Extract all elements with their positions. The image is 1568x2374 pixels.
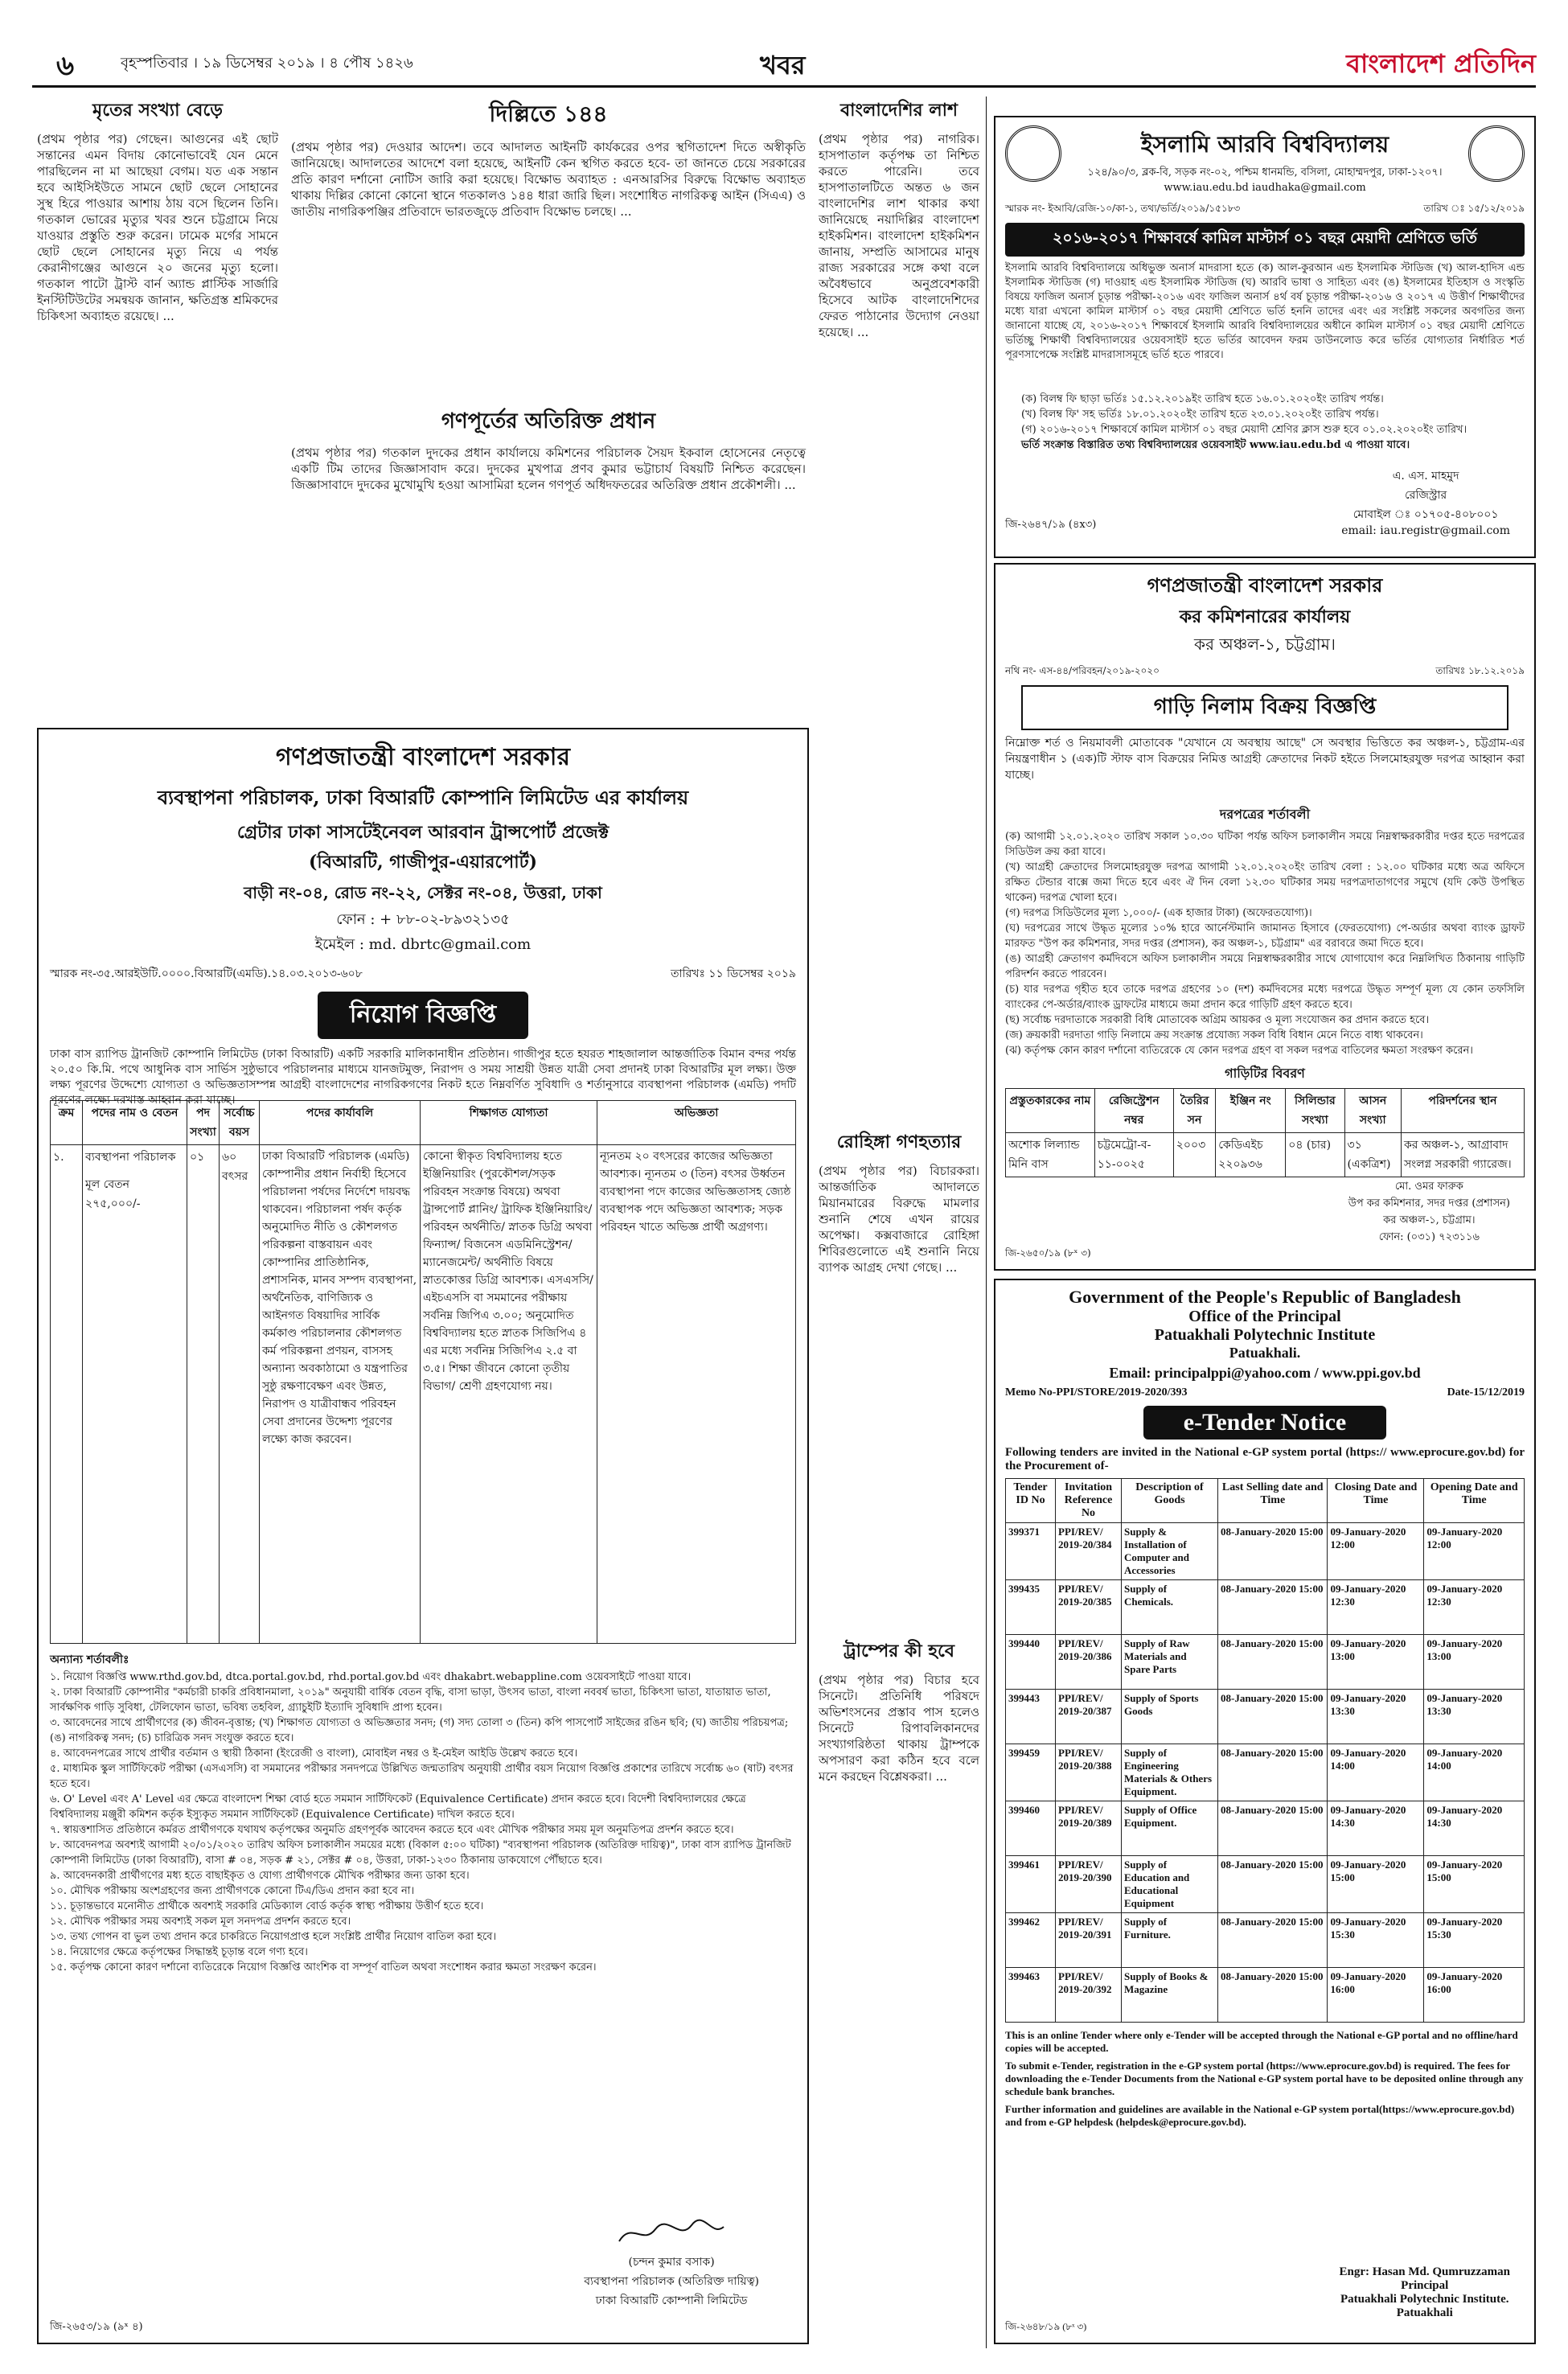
- table-cell: PPI/REV/ 2019-20/390: [1056, 1856, 1122, 1913]
- signer-org: ঢাকা বিআরটি কোম্পানী লিমিটেড: [595, 2294, 748, 2307]
- rule-item: (ছ) সর্বোচ্চ দরদাতাকে সরকারী বিধি মোতাবেক অগ্রিম আয়কর ও মূল্য সংযোজন কর প্রদান করতে হবে।: [1005, 1014, 1430, 1026]
- table-header: পরিদর্শনের স্থান: [1401, 1089, 1524, 1133]
- table-header: পদের নাম ও বেতন: [83, 1101, 187, 1145]
- article-body: (প্রথম পৃষ্ঠার পর) বিচার হবে সিনেটে। প্রতিনিধি পরিষদে অভিশংসনের প্রস্তাব পাস হলেও সিনেটে রিপাবলিকানদের সংখ্যাগরিষ্ঠতা থাকায় ট্রাম্পকে অপসারণ করা কঠিন হবে বলে মনে করছেন বিশ্লেষকরা। ...: [819, 1673, 979, 1784]
- table-cell: 399463: [1006, 1968, 1056, 2023]
- signer-title: রেজিস্ট্রার: [1404, 489, 1447, 502]
- admission-banner: ২০১৬-২০১৭ শিক্ষাবর্ষে কামিল মাস্টার্স ০১ বছর মেয়াদী শ্রেণিতে ভর্তি: [1005, 223, 1525, 257]
- table-cell: PPI/REV/ 2019-20/389: [1056, 1801, 1122, 1856]
- condition-item: ৬. O' Level এবং A' Level এর ক্ষেত্রে বাংলাদেশ শিক্ষা বোর্ড হতে সমমান সার্টিফিকেট (Equivalence Certificate) প্রদান করতে হবে। বিদেশী বিশ্ববিদ্যালয়ের ক্ষেত্রে বিশ্ববিদ্যালয় মঞ্জুরী কমিশন কর্তৃক ইস্যুকৃত সমমান সার্টিফিকেট (Equivalence Certificate) দাখিল করতে হবে।: [50, 1793, 746, 1821]
- article-title: গণপূর্তের অতিরিক্ত প্রধান: [441, 409, 656, 433]
- rule-item: (গ) দরপত্র সিডিউলের মূল্য ১,০০০/- (এক হাজার টাকা) (অফেরতযোগ্য)।: [1005, 907, 1312, 919]
- table-header-row: [1006, 1089, 1525, 1133]
- table-cell: Supply of Chemicals.: [1122, 1580, 1218, 1635]
- signer-phone: ফোন: (০৩১) ৭২৩১১৬: [1378, 1231, 1480, 1243]
- table-cell: Supply of Sports Goods: [1122, 1690, 1218, 1744]
- university-title: ইসলামি আরবি বিশ্ববিদ্যালয়: [1140, 131, 1389, 158]
- table-cell: 399462: [1006, 1913, 1056, 1968]
- table-cell: 399371: [1006, 1523, 1056, 1580]
- signature-block: [1348, 1179, 1510, 1247]
- rule-item: (ঙ) আগ্রহী ক্রেতাগণ কর্মদিবসে অফিস চলাকালীন সময়ে নিম্নস্বাক্ষরকারীর সাথে যোগাযোগ করে নিম্নলিখিত ঠিকানায় গাড়িটি পরিদর্শন করতে পারবেন।: [1005, 953, 1525, 980]
- table-cell: 09-January-2020 14:30: [1424, 1801, 1525, 1856]
- condition-item: ৭. স্বায়ত্তশাসিত প্রতিষ্ঠানে কর্মরত প্রার্থীগণকে যথাযথ কর্তৃপক্ষের অনুমতি গ্রহণপূর্বক আবেদন করতে হবে এবং মৌখিক পরীক্ষার সময় মূল অনুমতিপত্র প্রদর্শন করতে হবে।: [50, 1824, 734, 1836]
- table-header: ইঞ্জিন নং: [1216, 1089, 1286, 1133]
- table-cell: PPI/REV/ 2019-20/384: [1056, 1523, 1122, 1580]
- notice-project: গ্রেটার ঢাকা সাসটেইনেবল আরবান ট্রান্সপোর্ট প্রজেক্ট: [236, 822, 610, 843]
- tender-rows: [1006, 1523, 1525, 2023]
- table-header: পদ সংখ্যা: [187, 1101, 220, 1145]
- vehicle-table: [1005, 1088, 1525, 1177]
- table-cell: PPI/REV/ 2019-20/385: [1056, 1580, 1122, 1635]
- table-cell: Supply of Engineering Materials & Others Equipment.: [1122, 1744, 1218, 1801]
- condition-item: ১৩. তথ্য গোপন বা ভুল তথ্য প্রদান করে চাকরিতে নিয়োগপ্রাপ্ত হলে সংশ্লিষ্ট প্রার্থীর নিয়োগ বাতিল করা হবে।: [50, 1931, 497, 1943]
- table-cell: 399461: [1006, 1856, 1056, 1913]
- memo-line: [1005, 664, 1525, 680]
- table-cell: Supply of Office Equipment.: [1122, 1801, 1218, 1856]
- table-header-row: [1006, 1479, 1525, 1523]
- table-header: Opening Date and Time: [1424, 1479, 1525, 1523]
- ad-reference: জি-২৬৫৩/১৯ (৯ˣ ৪): [50, 2321, 143, 2333]
- university-notice: [994, 116, 1536, 558]
- rule-item: (ঘ) দরপত্রের সাথে উদ্ধৃত মূল্যের ১০% হারে আর্নেস্টমানি জামানত হিসাবে (ফেরতযোগ্য) পে-অর্ডার অথবা ব্যাংক ড্রাফট মারফত "উপ কর কমিশনার, সদর দপ্তর (প্রশাসন), কর অঞ্চল-১, চট্টগ্রাম" এর বরাবরে জমা দিতে হবে।: [1005, 922, 1525, 950]
- table-header: Invitation Reference No: [1056, 1479, 1122, 1523]
- signer-name: মো. ওমর ফারুক: [1394, 1181, 1463, 1193]
- table-cell: কেডিএইচ ২২০৯৩৬: [1216, 1133, 1286, 1177]
- table-cell: 08-January-2020 15:00: [1218, 1913, 1328, 1968]
- notice-intro: ঢাকা বাস র‍্যাপিড ট্রানজিট কোম্পানি লিমিটেড (ঢাকা বিআরটি) একটি সরকারি মালিকানাধীন প্রতিষ্ঠান। গাজীপুর হতে হযরত শাহজালাল আন্তর্জাতিক বিমান বন্দর পর্যন্ত ২০.৫০ কি.মি. পথে আধুনিক বাস সার্ভিস সুষ্ঠুভাবে পরিচালনার মাধ্যমে যানজটমুক্ত, নিরাপদ ও সময় সাশ্রয়ী উন্নত যাত্রী সেবা প্রদানই ঢাকা বিআরটির মূল লক্ষ্য। উক্ত লক্ষ্য পূরণের উদ্দেশ্যে যোগ্যতা ও অভিজ্ঞতাসম্পন্ন আগ্রহী বাংলাদেশের নাগরিকগণের নিকট হতে নিম্নবর্ণিত সুবিধাদি ও শর্তানুসারে ব্যবস্থাপনা পরিচালক (এমডি) পদটি পূরণের লক্ষ্যে দরখাস্ত আহ্বান করা যাচ্ছে।: [50, 1048, 796, 1107]
- news-column-3: [819, 97, 979, 2340]
- admission-item: (গ) ২০১৬-২০১৭ শিক্ষাবর্ষে কামিল মাস্টার্স ০১ বছর মেয়াদী শ্রেণির ক্লাস শুরু হবে ০১.০২.২০২০ইং তারিখ।: [1021, 424, 1467, 436]
- table-cell: Supply of Books & Magazine: [1122, 1968, 1218, 2023]
- conditions-list: [50, 1670, 796, 1975]
- banner-wrap: [1005, 1406, 1525, 1440]
- notice-banner: নিয়োগ বিজ্ঞপ্তি: [318, 992, 528, 1039]
- table-cell: Supply & Installation of Computer and Accessories: [1122, 1523, 1218, 1580]
- etender-note: Further information and guidelines are available in the National e-GP system portal(https://www.eprocure.gov.bd) and from e-GP helpdesk (helpdesk@eprocure.gov.bd).: [1005, 2103, 1515, 2128]
- table-cell: 399435: [1006, 1580, 1056, 1635]
- memo-date: তারিখঃ ১৮.১২.২০১৯: [1435, 665, 1525, 676]
- signer-title: ব্যবস্থাপনা পরিচালক (অতিরিক্ত দায়িত্ব): [584, 2275, 759, 2288]
- notice-office: ব্যবস্থাপনা পরিচালক, ঢাকা বিআরটি কোম্পানি লিমিটেড এর কার্যালয়: [157, 786, 689, 809]
- cell-age: ৬০ বৎসর: [220, 1145, 260, 1644]
- university-seal: [1468, 125, 1525, 182]
- table-row: [1006, 1133, 1525, 1177]
- table-cell: PPI/REV/ 2019-20/387: [1056, 1690, 1122, 1744]
- table-cell: PPI/REV/ 2019-20/388: [1056, 1744, 1122, 1801]
- signer-office: কর অঞ্চল-১, চট্টগ্রাম।: [1383, 1214, 1476, 1226]
- signer-mobile: মোবাইল ঃ ০১৭০৫-৪০৮০০১: [1353, 508, 1499, 521]
- table-row: [1006, 1635, 1525, 1690]
- etender-intro: Following tenders are invited in the National e-GP system portal (https:// www.eprocure.gov.bd) for the Procurement of-: [1005, 1446, 1525, 1472]
- table-header: প্রস্তুতকারকের নাম: [1006, 1089, 1095, 1133]
- notice-email: Email: principalppi@yahoo.com / www.ppi.gov.bd: [1109, 1365, 1421, 1381]
- table-cell: 09-January-2020 15:00: [1328, 1856, 1424, 1913]
- table-cell: চট্টমেট্রো-ব- ১১-০০২৫: [1094, 1133, 1173, 1177]
- table-cell: 09-January-2020 13:30: [1328, 1690, 1424, 1744]
- table-cell: 09-January-2020 14:00: [1424, 1744, 1525, 1801]
- notice-place: Patuakhali.: [1229, 1345, 1301, 1361]
- table-header: আসন সংখ্যা: [1344, 1089, 1401, 1133]
- signature-image: [615, 2217, 728, 2249]
- table-cell: PPI/REV/ 2019-20/391: [1056, 1913, 1122, 1968]
- table-cell: 09-January-2020 14:30: [1328, 1801, 1424, 1856]
- conditions-title: অন্যান্য শর্তাবলীঃ: [50, 1653, 129, 1666]
- table-header: Description of Goods: [1122, 1479, 1218, 1523]
- recruitment-notice: [37, 728, 809, 2344]
- admission-item: (ক) বিলম্ব ফি ছাড়া ভর্তিঃ ১৫.১২.২০১৯ইং তারিখ হতে ১৬.০১.২০২০ইং তারিখ পর্যন্ত।: [1021, 393, 1384, 405]
- article-body: (প্রথম পৃষ্ঠার পর) নাগরিক। হাসপাতাল কর্তৃপক্ষ তা নিশ্চিত করতে পারেনি। তবে হাসপাতালটিতে অন্তত ৬ জন বাংলাদেশির লাশ থাকার কথা জানিয়েছে নয়াদিল্লির বাংলাদেশ হাইকমিশন। বাংলাদেশ হাইকমিশন জানায়, সম্প্রতি আসামের মানুষ রাজ্য সরকারের সঙ্গে কথা বলে অবৈধভাবে অনুপ্রবেশকারী হিসেবে আটক বাংলাদেশিদের ফেরত পাঠানোর উদ্যোগ নেওয়া হয়েছে। ...: [819, 132, 979, 339]
- condition-item: ১৪. নিয়োগের ক্ষেত্রে কর্তৃপক্ষের সিদ্ধান্তই চূড়ান্ত বলে গণ্য হবে।: [50, 1946, 308, 1958]
- signer-name: এ. এস. মাহমুদ: [1392, 470, 1459, 483]
- etender-banner: e-Tender Notice: [1143, 1406, 1386, 1440]
- notice-project-sub: (বিআরটি, গাজীপুর-এয়ারপোর্ট): [309, 852, 537, 873]
- post-name: ব্যবস্থাপনা পরিচালক: [85, 1151, 176, 1164]
- signature-block: [1339, 2265, 1510, 2320]
- table-cell: ৩১ (একত্রিশ): [1344, 1133, 1401, 1177]
- table-row: [1006, 1690, 1525, 1744]
- article-title: রোহিঙ্গা গণহত্যার: [836, 1132, 962, 1152]
- condition-item: ১৫. কর্তৃপক্ষ কোনো কারণ দর্শানো ব্যতিরেকে নিয়োগ বিজ্ঞপ্তি আংশিক বা সম্পূর্ণ বাতিল অথবা সংশোধন করার ক্ষমতা সংরক্ষণ করেন।: [50, 1961, 597, 1974]
- banner-wrap: [50, 992, 796, 1039]
- etender-notice: [994, 1279, 1536, 2344]
- auction-intro: নিম্নোক্ত শর্ত ও নিয়মাবলী মোতাবেক "যেখানে যে অবস্থায় আছে" সে অবস্থার ভিত্তিতে কর অঞ্চল-১, চট্টগ্রাম-এর নিয়ন্ত্রণাধীন ১ (এক)টি স্টাফ বাস বিক্রয়ের নিমিত্ত আগ্রহী ক্রেতাদের নিকট হইতে সিলমোহরযুক্ত দরপত্র আহ্বান করা যাচ্ছে।: [1005, 737, 1525, 782]
- table-header: Closing Date and Time: [1328, 1479, 1424, 1523]
- column-divider: [986, 97, 987, 2348]
- table-header: পদের কার্যাবলি: [260, 1101, 421, 1145]
- table-header: সর্বোচ্চ বয়স: [220, 1101, 260, 1145]
- cell-serial: ১.: [51, 1145, 83, 1644]
- table-cell: 09-January-2020 12:30: [1424, 1580, 1525, 1635]
- table-cell: Supply of Raw Materials and Spare Parts: [1122, 1635, 1218, 1690]
- signer-name: Engr: Hasan Md. Qumruzzaman: [1339, 2265, 1510, 2278]
- table-cell: ২০০৩: [1173, 1133, 1215, 1177]
- condition-item: ৯. আবেদনকারী প্রার্থীগণের মধ্য হতে বাছাইকৃত ও যোগ্য প্রার্থীগণকে মৌখিক পরীক্ষার জন্য ডাকা হবে।: [50, 1870, 470, 1882]
- notice-heading: Government of the People's Republic of Bangladesh: [1069, 1287, 1461, 1307]
- university-logo: [1005, 125, 1061, 182]
- ad-reference: জি-২৬৪৭/১৯ (৪x৩): [1005, 519, 1097, 531]
- table-cell: PPI/REV/ 2019-20/386: [1056, 1635, 1122, 1690]
- auction-notice: [994, 563, 1536, 1271]
- tender-table: [1005, 1478, 1525, 2023]
- table-row: [1006, 1744, 1525, 1801]
- memo-date: তারিখ ঃ ১৫/১২/২০১৯: [1423, 203, 1525, 214]
- table-row: [1006, 1523, 1525, 1580]
- table-cell: 08-January-2020 15:00: [1218, 1523, 1328, 1580]
- table-cell: 09-January-2020 14:00: [1328, 1744, 1424, 1801]
- signer-org: Patuakhali Polytechnic Institute.: [1340, 2293, 1509, 2306]
- condition-item: ৮. আবেদনপত্র অবশ্যই আগামী ২০/০১/২০২০ তারিখ অফিস চলাকালীন সময়ের মধ্যে (বিকাল ৫:০০ ঘটিকা) "ব্যবস্থাপনা পরিচালক (অতিরিক্ত দায়িত্ব)", ঢাকা বাস র‍্যাপিড ট্রানজিট কোম্পানী লিমিটেড (ঢাকা বিআরটি), বাসা # ০৪, সড়ক # ২১, সেক্টর # ০৪, উত্তরা, ঢাকা-১২৩০ ঠিকানায় ডাকযোগে পৌঁছাতে হবে।: [50, 1839, 791, 1867]
- ad-reference: জি-২৬৪৮/১৯ (৮ˣ ৩): [1005, 2321, 1087, 2332]
- condition-item: ১. নিয়োগ বিজ্ঞপ্তি www.rthd.gov.bd, dtca.portal.gov.bd, rhd.portal.gov.bd এবং dhakabrt.webappline.com ওয়েবসাইটে পাওয়া যাবে।: [50, 1671, 692, 1683]
- notice-phone: ফোন : + ৮৮-০২-৮৯৩২১৩৫: [336, 911, 510, 928]
- rules-title: দরপত্রের শর্তাবলী: [1219, 807, 1311, 822]
- condition-item: ২. ঢাকা বিআরটি কোম্পানীর "কর্মচারী চাকরি প্রবিধানমালা, ২০১৯" অনুযায়ী বার্ষিক বেতন বৃদ্ধি, বাসা ভাড়া, উৎসব ভাতা, বাংলা নববর্ষ ভাতা, চিকিৎসা ভাতা, যাতায়াত ভাতা, সার্বক্ষণিক গাড়ি সুবিধা, টেলিফোন ভাতা, ভবিষ্য তহবিল, গ্র্যাচুইটি ইত্যাদি সুবিধাদি প্রাপ্য হবেন।: [50, 1686, 771, 1714]
- table-cell: 09-January-2020 16:00: [1424, 1968, 1525, 2023]
- table-row: [1006, 1856, 1525, 1913]
- admission-item: (খ) বিলম্ব ফি' সহ ভর্তিঃ ১৮.০১.২০২০ইং তারিখ হতে ২৩.০১.২০২০ইং তারিখ পর্যন্ত।: [1021, 409, 1379, 421]
- memo-line: [1005, 1386, 1525, 1399]
- table-cell: 09-January-2020 13:00: [1424, 1635, 1525, 1690]
- table-cell: 08-January-2020 15:00: [1218, 1856, 1328, 1913]
- table-cell: 08-January-2020 15:00: [1218, 1580, 1328, 1635]
- signer-title: উপ কর কমিশনার, সদর দপ্তর (প্রশাসন): [1348, 1197, 1510, 1210]
- article-body: (প্রথম পৃষ্ঠার পর) গতকাল দুদকের প্রধান কার্যালয়ে কমিশনের পরিচালক সৈয়দ ইকবাল হোসেনের নেতৃত্বে একটি টিম তাদের জিজ্ঞাসাবাদ করে। দুদকের মুখপাত্র প্রণব কুমার ভট্টাচার্য বিষয়টি নিশ্চিত করেছেন। জিজ্ঞাসাবাদে দুদকের মুখোমুখি হওয়া আসামিরা হলেন গণপূর্ত অধিদফতরের অতিরিক্ত প্রধান প্রকৌশলী। ...: [291, 446, 806, 492]
- table-header: Tender ID No: [1006, 1479, 1056, 1523]
- article-title: বাংলাদেশির লাশ: [839, 100, 958, 121]
- masthead-rule: [32, 85, 1536, 88]
- table-cell: 09-January-2020 16:00: [1328, 1968, 1424, 2023]
- table-cell: ০৪ (চার): [1286, 1133, 1344, 1177]
- notice-office: Office of the Principal: [1188, 1308, 1341, 1325]
- table-row: [1006, 1913, 1525, 1968]
- article-body: (প্রথম পৃষ্ঠার পর) বিচারকরা। আন্তর্জাতিক আদালতে মিয়ানমারের বিরুদ্ধে মামলার শুনানি শেষে এখন রায়ের অপেক্ষা। কক্সবাজারে রোহিঙ্গা শিবিরগুলোতে এই শুনানি নিয়ে ব্যাপক আগ্রহ দেখা গেছে। ...: [819, 1164, 979, 1275]
- table-row: [1006, 1801, 1525, 1856]
- memo-number: Memo No-PPI/STORE/2019-2020/393: [1005, 1386, 1188, 1399]
- table-cell: 09-January-2020 12:00: [1328, 1523, 1424, 1580]
- table-cell: Supply of Education and Educational Equipment: [1122, 1856, 1218, 1913]
- cell-education: কোনো স্বীকৃত বিশ্ববিদ্যালয় হতে ইঞ্জিনিয়ারিং (পুরকৌশল/সড়ক পরিবহন সংক্রান্ত বিষয়ে) অথবা ট্রান্সপোর্ট প্লানিং/ ট্রাফিক ইঞ্জিনিয়ারিং/ পরিবহন অর্থনীতি/ স্নাতক ডিগ্রি অথবা ফিন্যান্স/ বিজনেস এডমিনিস্ট্রেশন/ ম্যানেজমেন্ট/ অর্থনীতি বিষয়ে স্নাতকোত্তর ডিগ্রি আবশ্যক। এসএসসি/ এইচএসসি বা সমমানের পরীক্ষায় সর্বনিম্ন জিপিএ ৩.০০; অনুমোদিত বিশ্ববিদ্যালয় হতে স্নাতক সিজিপিএ ৪ এর মধ্যে সর্বনিম্ন সিজিপিএ ২.৫ বা ৩.৫। শিক্ষা জীবনে কোনো তৃতীয় বিভাগ/ শ্রেণী গ্রহণযোগ্য নয়।: [421, 1145, 597, 1644]
- masthead: [32, 40, 1536, 84]
- table-cell: 08-January-2020 15:00: [1218, 1968, 1328, 2023]
- university-web: www.iau.edu.bd iaudhaka@gmail.com: [1164, 182, 1366, 194]
- table-cell: 08-January-2020 15:00: [1218, 1801, 1328, 1856]
- notice-zone: কর অঞ্চল-১, চট্টগ্রাম।: [1194, 635, 1336, 654]
- article-title: ট্রাম্পের কী হবে: [843, 1641, 955, 1661]
- etender-note: To submit e-Tender, registration in the e-GP system portal (https://www.eprocure.gov.bd) is required. The fees for downloading the e-Tender Documents from the National e-GP system portal have to be deposited online through any schedule bank branches.: [1005, 2060, 1524, 2097]
- admission-items: [1005, 392, 1525, 453]
- notice-heading: গণপ্রজাতন্ত্রী বাংলাদেশ সরকার: [276, 743, 570, 771]
- rule-item: (চ) যার দরপত্র গৃহীত হবে তাকে দরপত্র গ্রহণের ১০ (দশ) কর্মদিবসের মধ্যে দরপত্রে উদ্ধৃত সম্পূর্ণ মূল্য যে কোন তফসিলি ব্যাংকের পে-অর্ডার/ব্যাংক ড্রাফটের মাধ্যমে জমা প্রদান করে গাড়িটি গ্রহণ করতে হবে।: [1005, 984, 1525, 1011]
- cell-count: ০১: [187, 1145, 220, 1644]
- table-row: [51, 1145, 796, 1644]
- article-body: (প্রথম পৃষ্ঠার পর) গেছেন। আগুনের এই ছোট সন্তানের এমন বিদায় কোনোভাবেই যেন মেনে পারছিলেন না মা আছেয়া বেগম। যত এক সন্তান হবে আইসিইউতে সামনে ছোট ছেলে সোহানের সুস্থ হিরে পাওয়ার আশায় ঠায় বসে ছিলেন তিনি। গতকাল ভোরের মৃত্যুর খবর শুনে চট্টগ্রামে নিয়ে যাওয়ার প্রস্তুতি শুরু করেন। ঢামেক মর্গের সামনে ছোট ছেলে সোহানের মৃত্যু নিয়ে এ পর্যন্ত কেরানীগঞ্জের আগুনে ২০ জনের মৃত্যু হলো। গতকাল পাটো ট্রাস্ট বার্ন অ্যান্ড প্লাস্টিক সার্জারি ইনস্টিটিউটের সমন্বয়ক জানান, ক্ষতিগ্রস্ত শ্রমিকদের চিকিৎসা অব্যাহত রয়েছে। ...: [37, 132, 278, 323]
- page-number: ৬: [56, 50, 75, 82]
- notice-heading: গণপ্রজাতন্ত্রী বাংলাদেশ সরকার: [1147, 573, 1383, 597]
- table-cell: Supply of Furniture.: [1122, 1913, 1218, 1968]
- section-label: খবর: [760, 50, 806, 80]
- signature-block: [584, 2217, 759, 2310]
- news-column-2: [291, 97, 806, 724]
- table-row: [1006, 1968, 1525, 2023]
- notice-institute: Patuakhali Polytechnic Institute: [1154, 1326, 1376, 1344]
- notice-office: কর কমিশনারের কার্যালয়: [1179, 606, 1351, 627]
- article-title: দিল্লিতে ১৪৪: [489, 101, 608, 127]
- auction-banner: গাড়ি নিলাম বিক্রয় বিজ্ঞপ্তি: [1021, 685, 1508, 730]
- table-header: ক্রম: [51, 1101, 83, 1145]
- table-cell: 09-January-2020 13:30: [1424, 1690, 1525, 1744]
- table-row: [1006, 1580, 1525, 1635]
- memo-date: তারিখঃ ১১ ডিসেম্বর ২০১৯: [671, 967, 796, 980]
- rule-item: (ঝ) কর্তৃপক্ষ কোন কারণ দর্শানো ব্যতিরেকে যে কোন দরপত্র গ্রহণ বা সকল দরপত্র বাতিলের ক্ষমতা সংরক্ষণ করেন।: [1005, 1045, 1473, 1057]
- signature-block: [1341, 466, 1510, 537]
- signer-place: Patuakhali: [1396, 2306, 1453, 2319]
- news-column-1: [37, 97, 278, 724]
- table-cell: 399443: [1006, 1690, 1056, 1744]
- table-cell: 399459: [1006, 1744, 1056, 1801]
- table-cell: 08-January-2020 15:00: [1218, 1690, 1328, 1744]
- memo-line: [50, 964, 796, 984]
- table-header: শিক্ষাগত যোগ্যতা: [421, 1101, 597, 1145]
- cell-experience: ন্যূনতম ২০ বৎসরের কাজের অভিজ্ঞতা আবশ্যক। ন্যূনতম ৩ (তিন) বৎসর উর্ধ্বতন ব্যবস্থাপনা পদে কাজের অভিজ্ঞতাসহ জ্যেষ্ঠ ব্যবস্থাপক পদে অভিজ্ঞতা আবশ্যক; সড়ক পরিবহন খাতে অভিজ্ঞ প্রার্থী অগ্রগণ্য।: [597, 1145, 796, 1644]
- table-cell: 09-January-2020 15:30: [1328, 1913, 1424, 1968]
- table-cell: 399460: [1006, 1801, 1056, 1856]
- table-header: তৈরির সন: [1173, 1089, 1215, 1133]
- table-cell: 09-January-2020 12:00: [1424, 1523, 1525, 1580]
- signer-email: email: iau.registr@gmail.com: [1341, 524, 1510, 537]
- condition-item: ১২. মৌখিক পরীক্ষার সময় অবশ্যই সকল মূল সনদপত্র প্রদর্শন করতে হবে।: [50, 1916, 351, 1928]
- table-cell: 08-January-2020 15:00: [1218, 1744, 1328, 1801]
- vehicle-table-title: গাড়িটির বিবরণ: [1225, 1066, 1305, 1081]
- memo-number: স্মারক নং- ইআবি/রেজি-১০/কা-১, তথ্য/ভর্তি/২০১৯/১৫১৮৩: [1005, 203, 1241, 214]
- post-salary: মূল বেতন ২৭৫,০০০/-: [85, 1178, 141, 1210]
- etender-note: This is an online Tender where only e-Tender will be accepted through the National e-GP portal and no offline/hard copies will be accepted.: [1005, 2029, 1518, 2054]
- condition-item: ৫. মাধ্যমিক স্কুল সার্টিফিকেট পরীক্ষা (এসএসসি) বা সমমানের পরীক্ষার সনদপত্রে উল্লিখিত জন্মতারিখ অনুযায়ী প্রার্থীর বয়স নিয়োগ বিজ্ঞপ্তি প্রকাশের তারিখে সর্বোচ্চ ৬০ (ষাট) বৎসর হতে হবে।: [50, 1763, 794, 1790]
- article-title: মৃতের সংখ্যা বেড়ে: [92, 100, 223, 121]
- condition-item: ১১. চূড়ান্তভাবে মনোনীত প্রার্থীকে অবশ্যই সরকারি মেডিক্যাল বোর্ড কর্তৃক স্বাস্থ্য পরীক্ষায় উত্তীর্ণ হতে হবে।: [50, 1900, 484, 1912]
- admission-body: ইসলামি আরবি বিশ্ববিদ্যালয়ে অধিভুক্ত অনার্স মাদরাসা হতে (ক) আল-কুরআন এন্ড ইসলামিক স্টাডিজ (খ) আল-হাদিস এন্ড ইসলামিক স্টাডিজ (গ) দাওয়াহ এন্ড ইসলামিক স্টাডিজ (ঘ) আরবি ভাষা ও সাহিত্য এবং (ঙ) ইসলামের ইতিহাস ও সংস্কৃতি বিষয়ে ফাজিল অনার্স চূড়ান্ত পরীক্ষা-২০১৬ এবং ফাজিল অনার্স ৪র্থ বর্ষ চূড়ান্ত পরীক্ষা-২০১৬ ও ২০১৭ এ উত্তীর্ণ শিক্ষার্থীদের মধ্যে যারা এখনো কামিল মাস্টার্স ০১ বছর মেয়াদী শ্রেণিতে ভর্তি হননি তাদের এবং এর সংশ্লিষ্ট সকলের অবগতির জন্য জানানো যাচ্ছে যে, ২০১৬-২০১৭ শিক্ষাবর্ষে ইসলামি আরবি বিশ্ববিদ্যালয়ের অধীনে কামিল মাস্টার্স ০১ বছর মেয়াদী শ্রেণিতে ভর্তিচ্ছু শিক্ষার্থী বিশ্ববিদ্যালয়ের ওয়েবসাইট হতে ভর্তির আবেদন ফরম ডাউনলোড করে ভর্তির যোগ্যতার নির্ধারিত শর্ত পূরণসাপেক্ষে সংশ্লিষ্ট মাদরাসাসমূহে ভর্তি হতে পারবে।: [1005, 262, 1525, 361]
- table-header: রেজিস্ট্রেশন নম্বর: [1094, 1089, 1173, 1133]
- rule-item: (ক) আগামী ১২.০১.২০২০ তারিখ সকাল ১০.৩০ ঘটিকা পর্যন্ত অফিস চলাকালীন সময়ে নিম্নস্বাক্ষরকারীর দপ্তর হতে দরপত্রের সিডিউল ক্রয় করা যাবে।: [1005, 831, 1525, 858]
- table-cell: 09-January-2020 13:00: [1328, 1635, 1424, 1690]
- table-cell: 09-January-2020 15:30: [1424, 1913, 1525, 1968]
- memo-line: [1005, 202, 1525, 218]
- admission-item: ভর্তি সংক্রান্ত বিস্তারিত তথ্য বিশ্ববিদ্যালয়ের ওয়েবসাইট www.iau.edu.bd এ পাওয়া যাবে।: [1021, 439, 1410, 451]
- rule-item: (খ) আগ্রহী ক্রেতাদের সিলমোহরযুক্ত দরপত্র আগামী ১২.০১.২০২০ইং তারিখ বেলা : ১২.০০ ঘটিকার মধ্যে অত্র অফিসে রক্ষিত টেন্ডার বাক্সে জমা দিতে হবে এবং ঐ দিন বেলা ১২.৩০ ঘটিকার সময় দরপত্রদাতাগণের সমুখে (যদি কেউ উপস্থিত থাকেন) দরপত্র খোলা হবে।: [1005, 861, 1525, 904]
- recruitment-table: [50, 1100, 796, 1644]
- signer-title: Principal: [1401, 2279, 1449, 2292]
- table-cell: 09-January-2020 12:30: [1328, 1580, 1424, 1635]
- article-body: (প্রথম পৃষ্ঠার পর) দেওয়ার আদেশ। তবে আদালত আইনটি কার্যকরের ওপর স্থগিতাদেশ দিতে অস্বীকৃতি জানিয়েছে। আদালতের আদেশে বলা হয়েছে, আইনটি কেন স্থগিত করতে হবে- তা জানতে চেয়ে সরকারের প্রতি কারণ দর্শানো নোটিস জারি করা হয়েছে। বিক্ষোভ অব্যাহত : এনআরসির বিরুদ্ধে বিক্ষোভ অব্যাহত থাকায় দিল্লির কোনো কোনো স্থানে গতকালও ১৪৪ ধারা জারি ছিল। সংশোধিত নাগরিকত্ব আইন (সিএএ) ও জাতীয় নাগরিকপঞ্জির প্রতিবাদে ভারতজুড়ে প্রতিবাদ বিক্ষোভ চলছে। ...: [291, 140, 806, 219]
- condition-item: ১০. মৌখিক পরীক্ষায় অংশগ্রহণের জন্য প্রার্থীগণকে কোনো টিএ/ডিএ প্রদান করা হবে না।: [50, 1885, 415, 1897]
- memo-date: Date-15/12/2019: [1447, 1386, 1525, 1399]
- notice-email: ইমেইল : md. dbrtc@gmail.com: [314, 936, 532, 953]
- university-address: ১২৪/৯০/৩, ব্লক-বি, সড়ক নং-০২, পশ্চিম ধানমন্ডি, বসিলা, মোহাম্মদপুর, ঢাকা-১২০৭।: [1087, 166, 1443, 179]
- table-cell: 09-January-2020 15:00: [1424, 1856, 1525, 1913]
- cell-post: [83, 1145, 187, 1644]
- table-header-row: [51, 1101, 796, 1145]
- rules-list: [1005, 829, 1525, 1058]
- notice-address: বাড়ী নং-০৪, রোড নং-২২, সেক্টর নং-০৪, উত্তরা, ঢাকা: [244, 883, 602, 902]
- table-header: অভিজ্ঞতা: [597, 1101, 796, 1145]
- date-line: বৃহস্পতিবার । ১৯ ডিসেম্বর ২০১৯ । ৪ পৌষ ১৪২৬: [121, 55, 413, 72]
- rule-item: (জ) ক্রয়কারী দরদাতা গাড়ি নিলামে ক্রয় সংক্রান্ত প্রযোজ্য সকল বিধি বিধান মেনে নিতে বাধ্য থাকবেন।: [1005, 1029, 1423, 1041]
- table-cell: PPI/REV/ 2019-20/392: [1056, 1968, 1122, 2023]
- memo-number: স্মারক নং-৩৫.আরইউটি.০০০০.বিআরটি(এমডি).১৪.০৩.২০১৩-৬০৮: [50, 967, 363, 980]
- condition-item: ৪. আবেদনপত্রের সাথে প্রার্থীর বর্তমান ও স্থায়ী ঠিকানা (ইংরেজী ও বাংলা), মোবাইল নম্বর ও ই-মেইল আইডি উল্লেখ করতে হবে।: [50, 1748, 578, 1760]
- cell-duties: ঢাকা বিআরটি পরিচালক (এমডি) কোম্পানীর প্রধান নির্বাহী হিসেবে পরিচালনা পর্ষদের নির্দেশে দায়বদ্ধ থাকবেন। পরিচালনা পর্ষদ কর্তৃক অনুমোদিত নীতি ও কৌশলগত পরিকল্পনা বাস্তবায়ন এবং কোম্পানির প্রাতিষ্ঠানিক, প্রশাসনিক, মানব সম্পদ ব্যবস্থাপনা, অর্থনৈতিক, বাণিজ্যিক ও আইনগত বিষয়াদির সার্বিক কর্মকাণ্ড পরিচালনার কৌশলগত কর্ম পরিকল্পনা প্রণয়ন, বাসসহ অন্যান্য অবকাঠামো ও যন্ত্রপাতির সুষ্ঠু রক্ষণাবেক্ষণ এবং উন্নত, নিরাপদ ও যাত্রীবান্ধব পরিবহন সেবা প্রদানের উদ্দেশ্য পূরণের লক্ষ্যে কাজ করবেন।: [260, 1145, 421, 1644]
- memo-number: নথি নং- এস-৪৪/পরিবহন/২০১৯-২০২০: [1005, 665, 1160, 676]
- table-header: সিলিন্ডার সংখ্যা: [1286, 1089, 1344, 1133]
- paper-name: বাংলাদেশ প্রতিদিন: [1346, 48, 1536, 79]
- table-header: Last Selling date and Time: [1218, 1479, 1328, 1523]
- condition-item: ৩. আবেদনের সাথে প্রার্থীগণের (ক) জীবন-বৃত্তান্ত; (খ) শিক্ষাগত যোগ্যতা ও অভিজ্ঞতার সনদ; (গ) সদ্য তোলা ৩ (তিন) কপি পাসপোর্ট সাইজের রঙিন ছবি; (ঘ) জাতীয় পরিচয়পত্র; (ঙ) নাগরিকত্ব সনদ; (চ) চারিত্রিক সনদ সংযুক্ত করতে হবে।: [50, 1717, 789, 1744]
- table-cell: 399440: [1006, 1635, 1056, 1690]
- signer-name: (চন্দন কুমার বসাক): [628, 2256, 715, 2269]
- ad-reference: জি-২৬৫০/১৯ (৮ˣ ৩): [1005, 1247, 1091, 1259]
- table-cell: কর অঞ্চল-১, আগ্রাবাদ সংলগ্ন সরকারী গ্যারেজ।: [1401, 1133, 1524, 1177]
- table-cell: অশোক লিল্যান্ড মিনি বাস: [1006, 1133, 1095, 1177]
- table-cell: 08-January-2020 15:00: [1218, 1635, 1328, 1690]
